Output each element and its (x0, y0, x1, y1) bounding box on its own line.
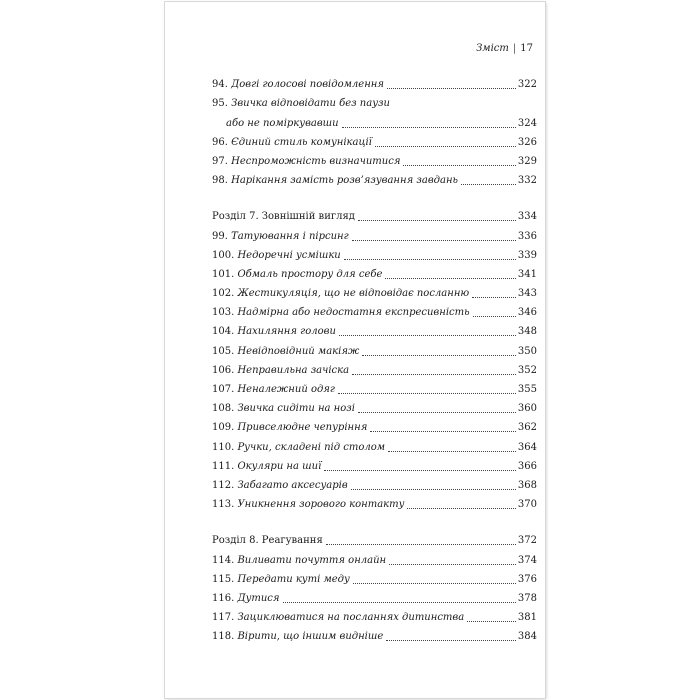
toc-page-number: 362 (517, 422, 537, 434)
dot-leader (339, 335, 516, 336)
toc-page-number: 329 (517, 155, 537, 167)
toc-entry-title: Нахиляння голови (237, 326, 336, 338)
dot-leader (353, 583, 516, 584)
toc-entry-title: Передати куті меду (237, 573, 350, 585)
header-separator: | (512, 43, 517, 54)
toc-entry-number: 96. (212, 136, 228, 148)
toc-entry-number: 100. (212, 249, 235, 261)
toc-entry-row (212, 91, 537, 110)
toc-entry-row (212, 473, 537, 492)
toc-entry-number: 115. (212, 573, 235, 585)
section-spacer (212, 187, 537, 204)
toc-entry-title: Недоречні усмішки (237, 249, 341, 261)
toc-page-number: 348 (517, 326, 537, 338)
toc-page-number: 355 (517, 384, 537, 395)
dot-leader (351, 489, 516, 490)
toc-entry-number: 99. (212, 230, 228, 242)
toc-entry-row (212, 567, 537, 586)
toc-entry-title: або не поміркувавши (226, 117, 339, 129)
dot-leader (407, 508, 515, 509)
toc-entry-title: Зациклюватися на посланнях дитинства (237, 612, 465, 624)
toc-entry-row (212, 415, 537, 434)
toc-page-number: 374 (517, 554, 537, 566)
dot-leader (324, 470, 516, 471)
toc-page-number: 332 (517, 175, 537, 187)
toc-entry-number: 109. (212, 422, 235, 434)
toc-page-number: 346 (517, 307, 537, 319)
running-header (476, 43, 533, 54)
dot-leader (472, 297, 516, 298)
toc-entry-row (212, 149, 537, 168)
toc-page-number: 350 (517, 345, 537, 357)
dot-leader (342, 127, 516, 128)
dot-leader (473, 316, 516, 317)
toc-entry-title: Дутися (237, 592, 280, 604)
toc-entry-title: Нарікання замість розв’язування завдань (231, 175, 458, 187)
toc-entry-row (212, 377, 537, 396)
toc-entry-title: Звичка відповідати без паузи (231, 98, 390, 110)
dot-leader (358, 412, 516, 413)
toc-entry-title: Привселюдне чепуріння (237, 422, 368, 434)
toc-entry-number: 95. (212, 98, 228, 110)
dot-leader (338, 393, 516, 394)
toc-entry-title: Ручки, складені під столом (237, 441, 386, 453)
dot-leader (352, 374, 516, 375)
dot-leader (467, 621, 516, 622)
toc-chapter-title: Розділ 8. Реагування (212, 535, 323, 547)
toc-entry-number: 105. (212, 345, 235, 357)
toc-entry-row (212, 168, 537, 187)
toc-entry-row (212, 396, 537, 415)
toc-entry-row (212, 300, 537, 319)
toc-entry-title: Виливати почуття онлайн (237, 554, 387, 566)
book-page (165, 2, 545, 698)
toc-chapter-row (212, 204, 537, 223)
toc-page-number: 376 (517, 573, 537, 585)
toc-page-number: 364 (517, 441, 537, 453)
toc-entry-row (212, 243, 537, 262)
toc-entry-row (212, 454, 537, 473)
toc-page-number: 372 (517, 535, 537, 547)
toc-entry-number: 94. (212, 79, 228, 91)
toc-entry-number: 103. (212, 307, 235, 319)
toc-page-number: 366 (517, 460, 537, 472)
toc-entry-row (212, 624, 537, 643)
toc-entry-row (212, 223, 537, 242)
toc-entry-row (212, 338, 537, 357)
toc-page-number: 370 (517, 499, 537, 511)
toc-entry-number: 117. (212, 612, 235, 624)
toc-entry-row (212, 586, 537, 605)
toc-entry-row (212, 605, 537, 624)
dot-leader (461, 184, 516, 185)
toc-page-number: 352 (517, 364, 537, 376)
toc-entry-title: Вірити, що іншим видніше (237, 631, 384, 643)
toc-page-number: 341 (517, 268, 537, 280)
toc-entry-title: Татуювання і пірсинг (231, 230, 349, 242)
toc-chapter-row (212, 528, 537, 547)
toc-entry-number: 98. (212, 175, 228, 187)
toc-entry-number: 108. (212, 403, 235, 415)
toc-entry-title: Неправильна зачіска (237, 364, 350, 376)
dot-leader (362, 355, 516, 356)
toc-entry-row (212, 110, 537, 129)
toc-page-number: 368 (517, 479, 537, 491)
dot-leader (387, 88, 516, 89)
toc-entry-number: 104. (212, 326, 235, 338)
dot-leader (326, 544, 516, 545)
toc-entry-row (212, 547, 537, 566)
toc-entry-row (212, 492, 537, 511)
dot-leader (403, 165, 515, 166)
toc-entry-row (212, 434, 537, 453)
toc-entry-number: 110. (212, 441, 235, 453)
dot-leader (352, 240, 516, 241)
toc-page-number: 381 (517, 612, 537, 624)
toc-entry-title: Невідповідний макіяж (237, 345, 360, 357)
toc-page-number: 322 (517, 79, 537, 91)
toc-entry-number: 112. (212, 479, 235, 491)
toc-entry-title: Окуляри на шиї (237, 460, 322, 472)
dot-leader (385, 278, 516, 279)
toc-chapter-title: Розділ 7. Зовнішній вигляд (212, 211, 355, 223)
toc-entry-number: 111. (212, 460, 235, 472)
toc-page-number: 360 (517, 403, 537, 415)
toc-entry-number: 101. (212, 268, 235, 280)
toc-entry-title: Неспроможність визначитися (231, 155, 401, 167)
toc-entry-number: 114. (212, 554, 235, 566)
toc-entry-number: 97. (212, 155, 228, 167)
dot-leader (283, 602, 516, 603)
toc-entry-number: 116. (212, 592, 235, 604)
section-spacer (212, 511, 537, 528)
dot-leader (386, 640, 516, 641)
toc-page-number: 324 (517, 117, 537, 129)
toc-entry-number: 107. (212, 384, 235, 395)
dot-leader (389, 564, 516, 565)
toc-entry-number: 102. (212, 288, 235, 300)
toc-entry-row (212, 319, 537, 338)
toc-page-number: 339 (517, 249, 537, 261)
toc-page-number: 384 (517, 631, 537, 643)
toc-entry-number: 113. (212, 499, 235, 511)
toc-page-number: 334 (517, 211, 537, 223)
toc-entry-title: Обмаль простору для себе (237, 268, 383, 280)
toc-entry-row (212, 72, 537, 91)
toc-page-number: 378 (517, 592, 537, 604)
table-of-contents (212, 72, 537, 643)
dot-leader (344, 259, 516, 260)
toc-entry-number: 106. (212, 364, 235, 376)
toc-entry-title: Надмірна або недостатня експресивність (237, 307, 470, 319)
toc-entry-title: Жестикуляція, що не відповідає посланню (237, 288, 470, 300)
dot-leader (370, 431, 516, 432)
toc-page-number: 326 (517, 136, 537, 148)
toc-entry-number: 118. (212, 631, 235, 643)
toc-entry-title: Єдиний стиль комунікації (231, 136, 372, 148)
toc-page-number: 336 (517, 230, 537, 242)
toc-entry-title: Уникнення зорового контакту (237, 499, 405, 511)
dot-leader (358, 220, 516, 221)
toc-entry-title: Звичка сидіти на нозі (237, 403, 355, 415)
toc-entry-title: Забагато аксесуарів (237, 479, 348, 491)
toc-entry-title: Неналежний одяг (237, 384, 335, 395)
toc-entry-row (212, 130, 537, 149)
toc-page-number: 343 (517, 288, 537, 300)
toc-entry-row (212, 281, 537, 300)
toc-entry-row (212, 262, 537, 281)
dot-leader (375, 146, 516, 147)
dot-leader (388, 451, 516, 452)
toc-entry-title: Довгі голосові повідомлення (231, 79, 384, 91)
header-page-number: 17 (520, 43, 533, 54)
toc-entry-row (212, 358, 537, 377)
header-title: Зміст (476, 43, 509, 54)
